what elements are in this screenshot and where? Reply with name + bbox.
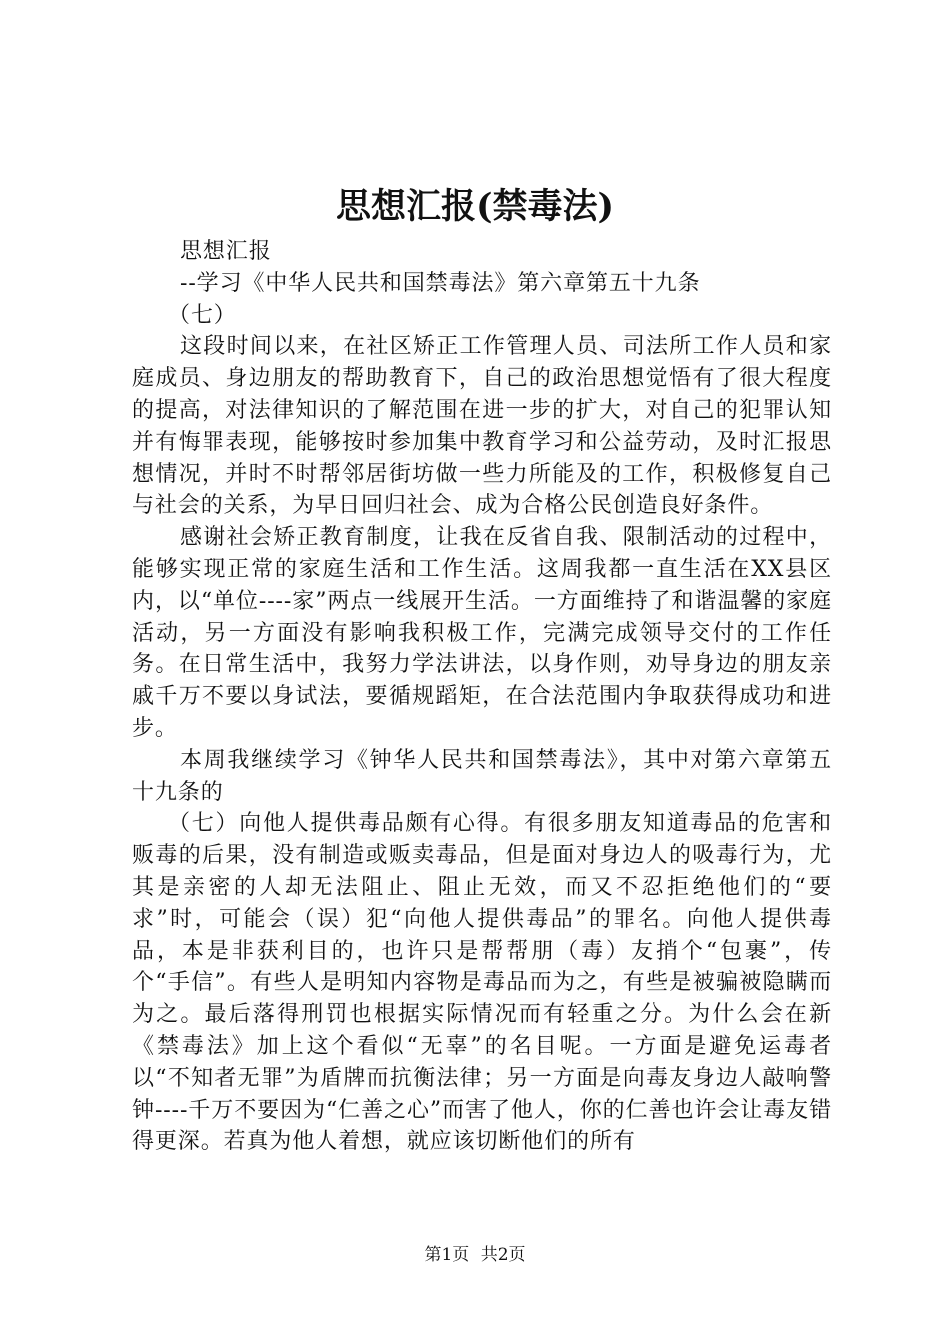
page-number-current: 第1页 [424, 1245, 470, 1265]
document-title: 思想汇报(禁毒法) [335, 186, 615, 227]
page-number-total: 共2页 [480, 1245, 526, 1265]
paragraph-body: 这段时间以来，在社区矫正工作管理人员、司法所工作人员和家庭成员、身边朋友的帮助教育下，自己的政治思想觉悟有了很大程度的提高，对法律知识的了解范围在进一步的扩大，对自己的犯罪认知并有悔罪表现，能够按时参加集中教育学习和公益劳动，及时汇报思想情况，并时不时帮邻居街坊做一些力所能及的工作，积极修复自己与社会的关系，为早日回归社会、成为合格公民创造良好条件。 [132, 334, 832, 519]
paragraph-heading: 思想汇报 [180, 239, 272, 264]
page-footer [0, 1244, 950, 1266]
paragraph-body: （七）向他人提供毒品颇有心得。有很多朋友知道毒品的危害和贩毒的后果，没有制造或贩卖毒品，但是面对身边人的吸毒行为，尤其是亲密的人却无法阻止、阻止无效，而又不忍拒绝他们的“要求”时，可能会（误）犯“向他人提供毒品”的罪名。向他人提供毒品，本是非获利目的，也许只是帮帮朋（毒）友捎个“包裹”，传个“手信”。有些人是明知内容物是毒品而为之，有些是被骗被隐瞒而为之。最后落得刑罚也根据实际情况而有轻重之分。为什么会在新《禁毒法》加上这个看似“无辜”的名目呢。一方面是避免运毒者以“不知者无罪”为盾牌而抗衡法律；另一方面是向毒友身边人敲响警钟----千万不要因为“仁善之心”而害了他人，你的仁善也许会让毒友错得更深。若真为他人着想，就应该切断他们的所有 [132, 811, 832, 1155]
paragraph-body: 本周我继续学习《钟华人民共和国禁毒法》，其中对第六章第五十九条的 [132, 747, 832, 805]
paragraph-subheading: --学习《中华人民共和国禁毒法》第六章第五十九条 [180, 270, 701, 296]
paragraph-clause: （七） [168, 302, 237, 328]
paragraph-body: 感谢社会矫正教育制度，让我在反省自我、限制活动的过程中，能够实现正常的家庭生活和工作生活。这周我都一直生活在XX县区内，以“单位----家”两点一线展开生活。一方面维持了和谐温馨的家庭活动，另一方面没有影响我积极工作，完满完成领导交付的工作任务。在日常生活中，我努力学法讲法，以身作则，劝导身边的朋友亲戚千万不要以身试法，要循规蹈矩，在合法范围内争取获得成功和进步。 [132, 525, 832, 741]
document-body [132, 236, 832, 1158]
